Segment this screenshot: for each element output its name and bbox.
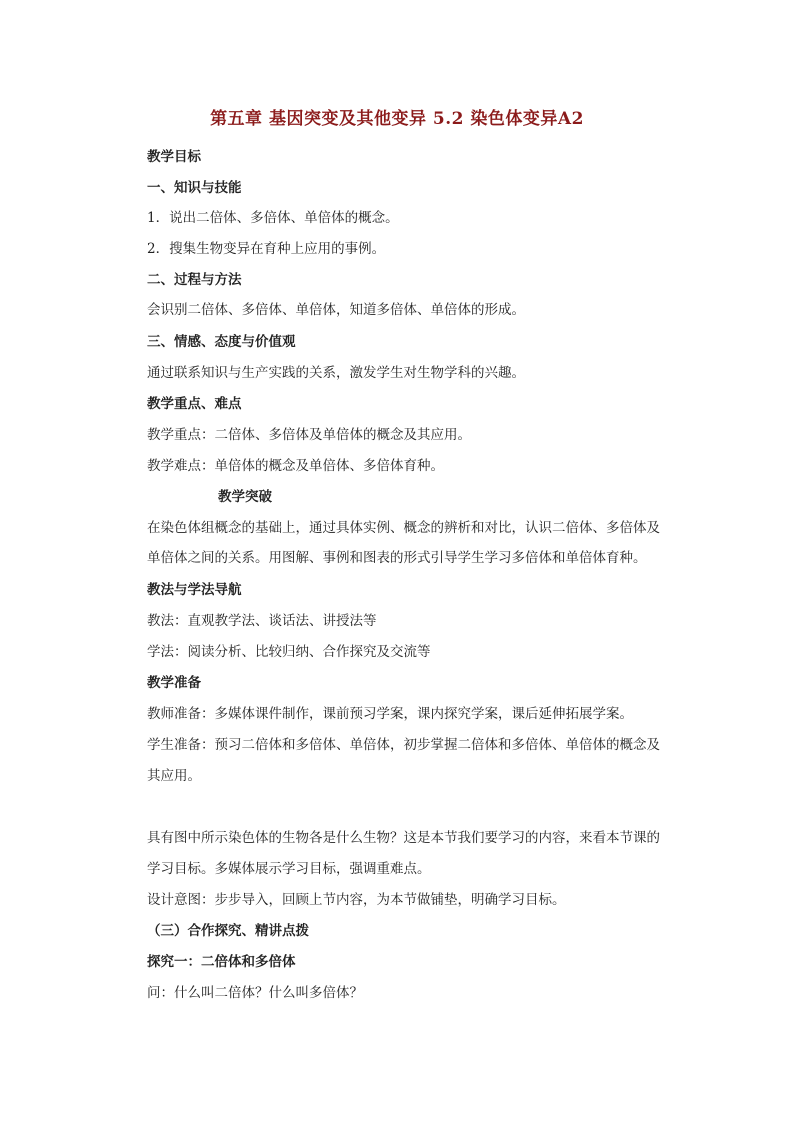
section-heading-methods: 教法与学法导航 [147,582,242,598]
subheading-cooperative-inquiry: （三）合作探究、精讲点拨 [147,923,309,939]
text-line: 学生准备：预习二倍体和多倍体、单倍体，初步掌握二倍体和多倍体、单倍体的概念及 [147,737,660,753]
subheading-knowledge-skills: 一、知识与技能 [147,180,242,196]
text-line: 教法：直观教学法、谈话法、讲授法等 [147,613,377,629]
subheading-inquiry-one: 探究一：二倍体和多倍体 [147,954,296,970]
text-line: 2．搜集生物变异在育种上应用的事例。 [147,241,386,257]
text-line: 问：什么叫二倍体？什么叫多倍体？ [147,985,363,1001]
section-heading-preparation: 教学准备 [147,675,201,691]
section-heading-objectives: 教学目标 [147,149,201,165]
text-line: 设计意图：步步导入，回顾上节内容，为本节做铺垫，明确学习目标。 [147,892,566,908]
section-heading-breakthrough: 教学突破 [218,489,272,505]
text-line: 教学重点：二倍体、多倍体及单倍体的概念及其应用。 [147,427,471,443]
text-line: 教师准备：多媒体课件制作，课前预习学案，课内探究学案，课后延伸拓展学案。 [147,706,633,722]
subheading-attitude-values: 三、情感、态度与价值观 [147,334,296,350]
text-line: 其应用。 [147,768,201,784]
text-line: 在染色体组概念的基础上，通过具体实例、概念的辨析和对比，认识二倍体、多倍体及 [147,520,660,536]
text-line: 教学难点：单倍体的概念及单倍体、多倍体育种。 [147,458,444,474]
subheading-process-method: 二、过程与方法 [147,272,242,288]
text-line: 具有图中所示染色体的生物各是什么生物？这是本节我们要学习的内容，来看本节课的 [147,830,660,846]
text-line: 通过联系知识与生产实践的关系，激发学生对生物学科的兴趣。 [147,365,525,381]
text-line: 学习目标。多媒体展示学习目标，强调重难点。 [147,861,431,877]
section-heading-key-points: 教学重点、难点 [147,396,242,412]
text-line: 学法：阅读分析、比较归纳、合作探究及交流等 [147,644,431,660]
text-line: 单倍体之间的关系。用图解、事例和图表的形式引导学生学习多倍体和单倍体育种。 [147,550,647,566]
document-title: 第五章 基因突变及其他变异 5.2 染色体变异A2 [210,109,584,129]
text-line: 1．说出二倍体、多倍体、单倍体的概念。 [147,210,399,226]
text-line: 会识别二倍体、多倍体、单倍体，知道多倍体、单倍体的形成。 [147,302,525,318]
